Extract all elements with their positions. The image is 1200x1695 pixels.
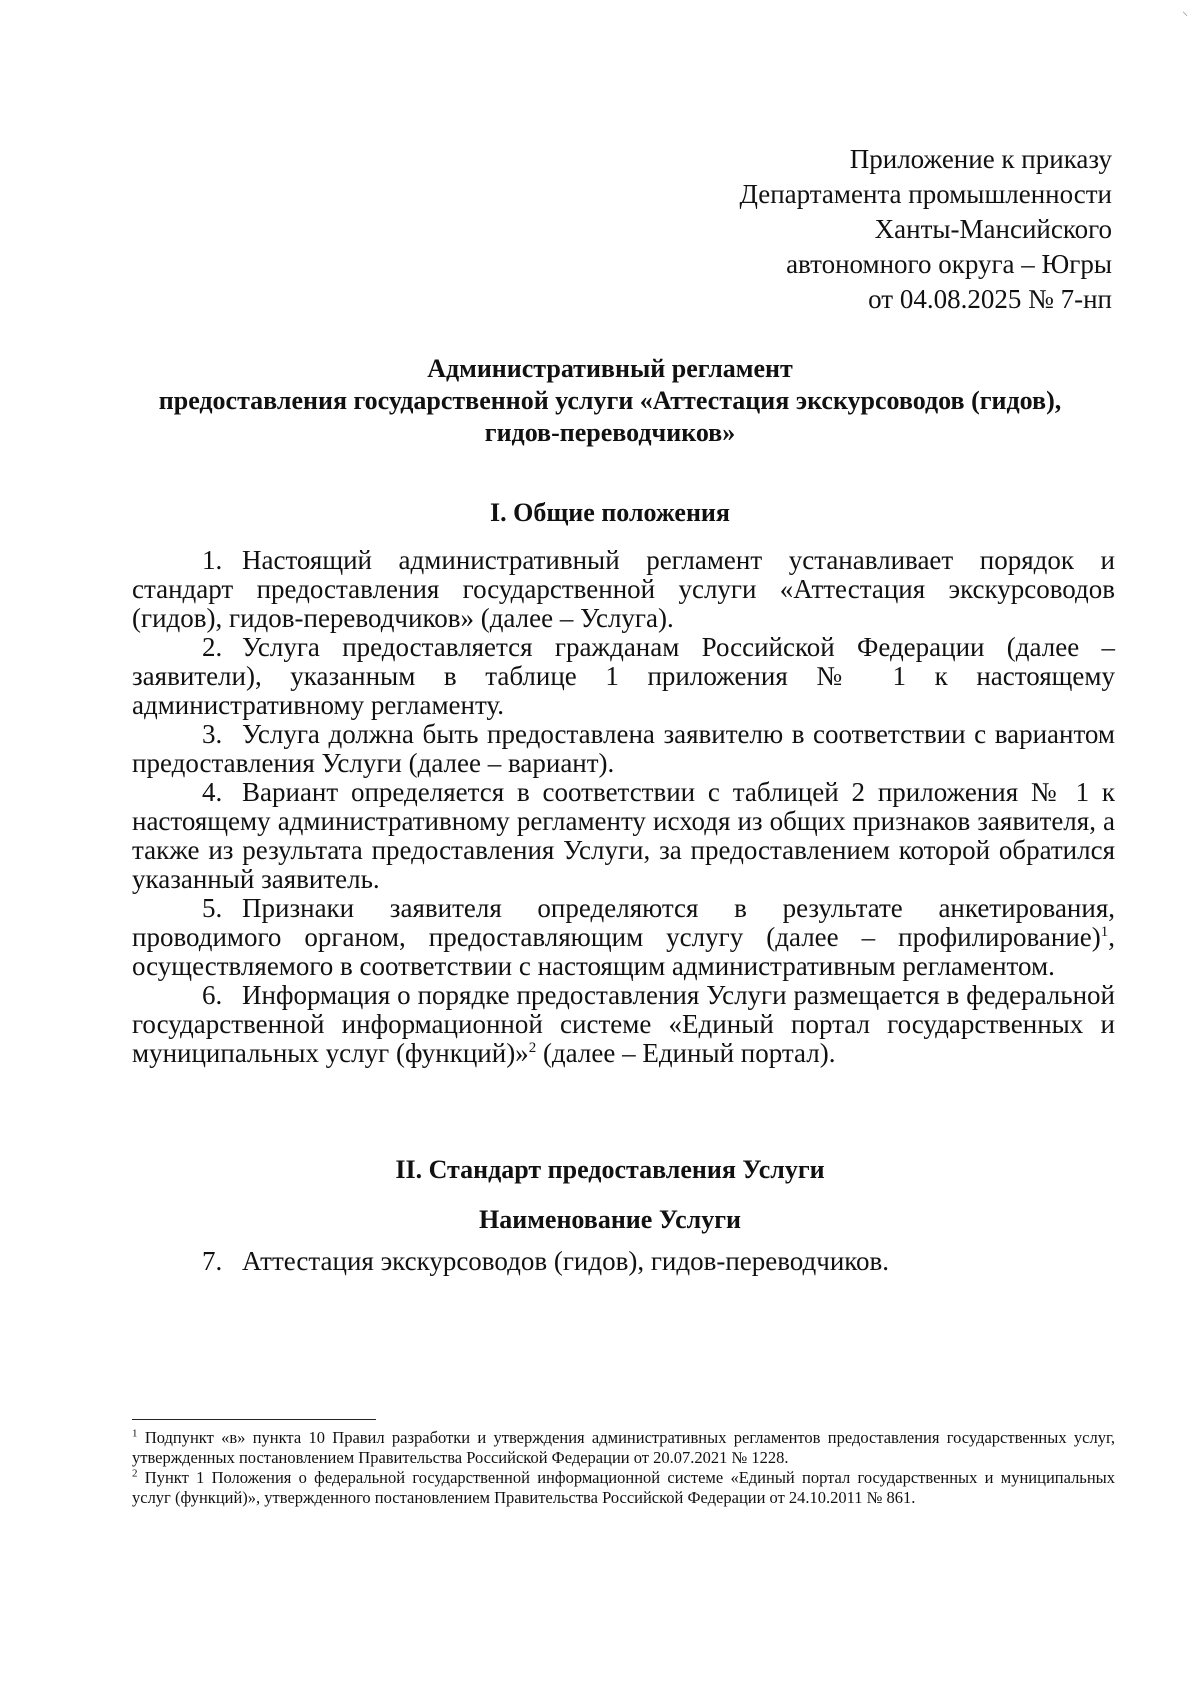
item-text: Информация о порядке предоставления Услуги размещается в федеральной государственной информационной системе «Единый портал государственных и муниципальных услуг (функций)» (132, 980, 1115, 1068)
footnote (132, 1428, 1115, 1468)
item-number: 7. (202, 1246, 223, 1276)
list-item (132, 778, 1115, 894)
section-heading-standard: II. Стандарт предоставления Услуги (395, 1155, 825, 1184)
item-number: 6. (202, 980, 223, 1010)
footnote-marker: 1 (132, 1427, 138, 1440)
subsection-heading-service-name: Наименование Услуги (478, 1205, 742, 1234)
footnotes (132, 1428, 1115, 1508)
approval-line: Департамента промышленности (739, 179, 1112, 209)
item-text: Признаки заявителя определяются в результате анкетирования, проводимого органом, предоставляющим услугу (далее – профилирование) (132, 893, 1115, 952)
scan-artifact-icon: ⸜ (1181, 4, 1188, 18)
title-line: Административный регламент (427, 354, 793, 383)
document-title (120, 353, 1100, 449)
item-text-tail: , осуществляемого в соответствии с настоящим административным регламентом. (132, 922, 1115, 981)
list-item (132, 720, 1115, 778)
list-item (132, 546, 1115, 633)
item-text: Вариант определяется в соответствии с таблицей 2 приложения № 1 к настоящему административному регламенту исходя из общих признаков заявителя, а также из результата предоставления Услуги, за предоставлением которой обратился указанный заявитель. (132, 777, 1115, 894)
footnote-divider (132, 1419, 376, 1420)
item-number: 2. (202, 632, 223, 662)
item-number: 3. (202, 719, 223, 749)
footnote-marker: 2 (132, 1467, 138, 1480)
list-item (132, 894, 1115, 981)
item-text-tail: (далее – Единый портал). (536, 1038, 836, 1068)
list-item (132, 633, 1115, 720)
item-number: 5. (202, 893, 223, 923)
list-item (202, 1247, 889, 1276)
approval-line: Ханты-Мансийского (874, 214, 1112, 244)
approval-line: автономного округа – Югры (786, 249, 1112, 279)
section-heading-general: I. Общие положения (490, 498, 730, 527)
footnote-text: Подпункт «в» пункта 10 Правил разработки и утверждения административных регламентов предоставления государственных услуг, утвержденных постановлением Правительства Российской Федерации от 20.07.2021 № 1228. (132, 1428, 1115, 1467)
footnote-text: Пункт 1 Положения о федеральной государственной информационной системе «Единый портал государственных и муниципальных услуг (функций)», утвержденного постановлением Правительства Российской Федерации от 24.10.2011 № 861. (132, 1468, 1116, 1507)
footnote-ref: 1 (1100, 924, 1109, 940)
footnote-ref: 2 (528, 1040, 537, 1056)
list-item (132, 981, 1115, 1068)
item-text: Настоящий административный регламент устанавливает порядок и стандарт предоставления государственной услуги «Аттестация экскурсоводов (гидов), гидов-переводчиков» (далее – Услуга). (132, 545, 1115, 633)
approval-line: Приложение к приказу (849, 144, 1112, 174)
title-line: гидов-переводчиков» (484, 418, 736, 447)
approval-line: от 04.08.2025 № 7-нп (868, 284, 1112, 314)
item-number: 4. (202, 777, 223, 807)
item-text: Услуга предоставляется гражданам Российской Федерации (далее – заявители), указанным в таблице 1 приложения № 1 к настоящему административному регламенту. (132, 632, 1115, 720)
section-body-general (132, 546, 1115, 1068)
footnote (132, 1468, 1115, 1508)
approval-block (739, 142, 1112, 317)
item-number: 1. (202, 545, 223, 575)
title-line: предоставления государственной услуги «Аттестация экскурсоводов (гидов), (158, 386, 1062, 415)
item-text: Аттестация экскурсоводов (гидов), гидов-переводчиков. (242, 1246, 890, 1276)
item-text: Услуга должна быть предоставлена заявителю в соответствии с вариантом предоставления Услуги (далее – вариант). (132, 719, 1115, 778)
